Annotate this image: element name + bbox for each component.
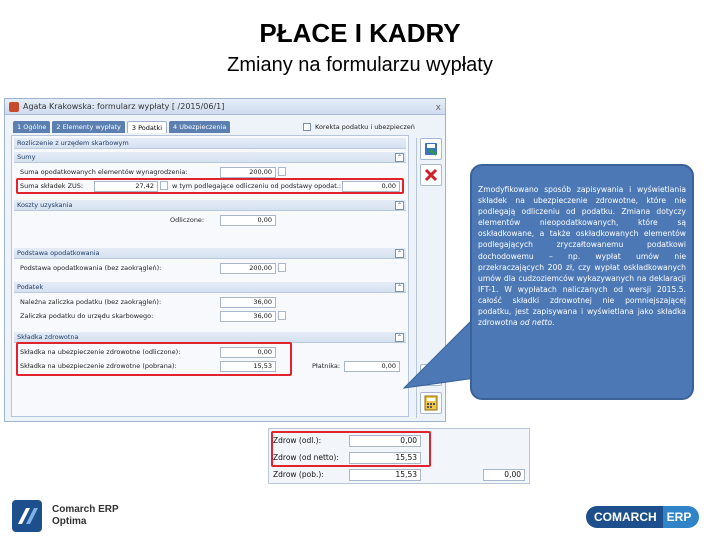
logo-line1: Comarch ERP (52, 504, 119, 515)
comarch-optima-logo (12, 498, 119, 534)
zoom-detail (268, 428, 530, 484)
sum-zus-field[interactable]: 27,42 (94, 181, 158, 192)
zoom-label-pob: Zdrow (pob.): (273, 470, 324, 479)
correction-label: Korekta podatku i ubezpieczeń (315, 123, 415, 131)
base-field[interactable]: 200,00 (220, 263, 276, 274)
collapse-icon[interactable]: ⌃ (396, 202, 403, 209)
collapse-icon[interactable]: ⌃ (396, 284, 403, 291)
group-health-label: Składka zdrowotna (17, 333, 79, 341)
logo-erp-text: ERP (663, 506, 700, 528)
comarch-erp-logo (586, 506, 699, 528)
slide-subtitle: Zmiany na formularzu wypłaty (227, 54, 493, 76)
collapse-icon[interactable]: ⌃ (396, 154, 403, 161)
slide-title: PŁACE I KADRY (259, 18, 461, 48)
zoom-label-odl: Zdrow (odl.): (273, 436, 322, 445)
zoom-field-pob[interactable]: 15,53 (349, 469, 421, 481)
section-tax-office-label: Rozliczenie z urzędem skarbowym (17, 139, 129, 147)
callout-main-text: Zmodyfikowano sposób zapisywania i wyświetlania składek na ubezpieczenie zdrowotne, które nie podlegają odliczeniu od podatku. Zmiana dotyczy elementów nieopodatkowanych, które są oskładkowane, a także oskładkowanych elementów podlegających zryczałtowanemu podatkowi dochodowemu – np. wypłat umów nie przekraczających 200 zł, czy wypłat oskładkowanych umów dla cudzoziemców wykazywanych na deklaracji IFT-1. W wypłatach naliczanych od wersji 2015.5. całość składki zdrowotnej nie pomniejszającej podatku, jest zapisywana i wyświetlana jako składka zdrowotna (478, 185, 686, 328)
health-collected-field[interactable]: 15,53 (220, 361, 276, 372)
highlight-zoom-rows (271, 431, 431, 467)
health-deducted-label: Składka na ubezpieczenie zdrowotne (odliczone): (20, 348, 181, 356)
logo-line2: Optima (52, 516, 87, 527)
callout-emph-text: od netto (520, 318, 553, 328)
tab-payment-elements[interactable]: 2 Elementy wypłaty (52, 121, 125, 133)
zoom-label-netto: Zdrow (od netto): (273, 453, 339, 462)
costs-label: Odliczone: (170, 216, 205, 224)
group-sums-label: Sumy (17, 153, 36, 161)
window-title: Agata Krakowska: formularz wypłaty [ /2015/06/1] (23, 102, 225, 111)
costs-field[interactable]: 0,00 (220, 215, 276, 226)
sum-zus-label: Suma składek ZUS: (20, 182, 84, 190)
to-office-label: Zaliczka podatku do urzędu skarbowego: (20, 312, 154, 320)
tab-taxes[interactable]: 3 Podatki (127, 121, 167, 133)
logo-comarch-text: COMARCH (586, 506, 663, 528)
callout-end-text: . (552, 318, 555, 328)
to-office-field[interactable]: 36,00 (220, 311, 276, 322)
group-base-label: Podstawa opodatkowania (17, 249, 100, 257)
callout-text (478, 184, 686, 328)
zoom-field-netto[interactable]: 15,53 (349, 452, 421, 464)
collapse-icon[interactable]: ⌃ (396, 334, 403, 341)
base-label: Podstawa opodatkowania (bez zaokrągleń): (20, 264, 162, 272)
tab-insurance[interactable]: 4 Ubezpieczenia (169, 121, 230, 133)
health-collected-label: Składka na ubezpieczenie zdrowotne (pobrana): (20, 362, 177, 370)
sum-taxable-label: Suma opodatkowanych elementów wynagrodzenia: (20, 168, 188, 176)
zoom-field-odl[interactable]: 0,00 (349, 435, 421, 447)
collapse-icon[interactable]: ⌃ (396, 250, 403, 257)
advance-label: Należna zaliczka podatku (bez zaokrągleń): (20, 298, 162, 306)
optima-logo-icon (12, 498, 46, 534)
sum-taxable-field[interactable]: 200,00 (220, 167, 276, 178)
group-costs-label: Koszty uzyskania (17, 201, 73, 209)
close-icon[interactable]: x (435, 103, 441, 113)
advance-field[interactable]: 36,00 (220, 297, 276, 308)
sum-zus-deducted-label: w tym podlegające odliczeniu od podstawy opodat.: (172, 182, 342, 190)
zoom-field-extra[interactable]: 0,00 (483, 469, 525, 481)
sum-zus-deducted-field[interactable]: 0,00 (342, 181, 400, 192)
group-tax-label: Podatek (17, 283, 44, 291)
health-deducted-field[interactable]: 0,00 (220, 347, 276, 358)
tab-general[interactable]: 1 Ogólne (13, 121, 50, 133)
logo-text (52, 504, 119, 528)
payer-label: Płatnika: (312, 362, 341, 370)
payer-field[interactable]: 0,00 (344, 361, 400, 372)
